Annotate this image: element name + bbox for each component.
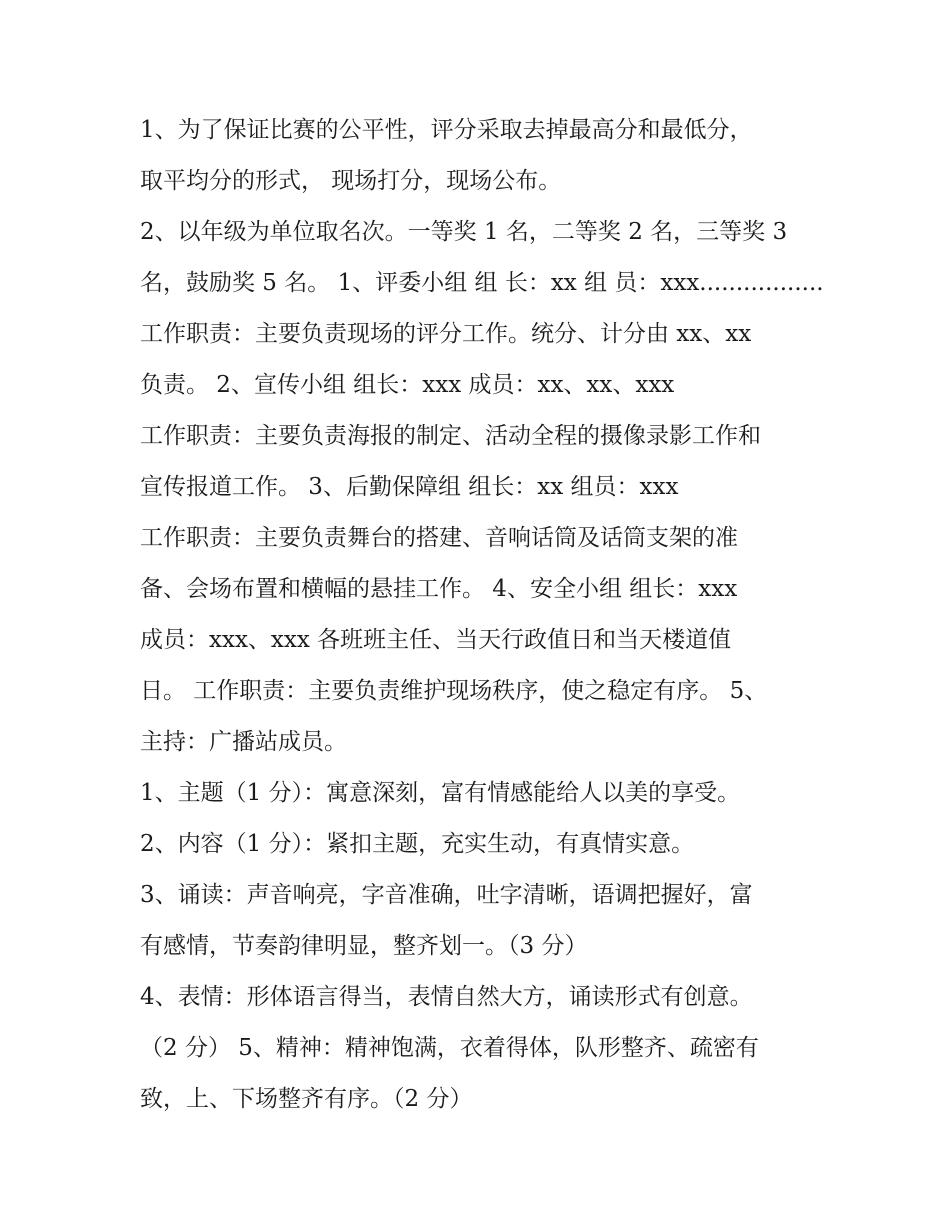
text-line-10: 备、会场布置和横幅的悬挂工作。 4、安全小组 组长：xxx	[140, 576, 738, 602]
text-line-14: 1、主题（1 分）：寓意深刻，富有情感能给人以美的享受。	[140, 780, 741, 806]
text-line-1: 1、为了保证比赛的公平性，评分采取去掉最高分和最低分，	[140, 117, 753, 143]
text-line-16: 3、诵读：声音响亮，字音准确，吐字清晰，语调把握好，富	[140, 882, 753, 908]
body-text	[140, 105, 840, 1125]
text-line-4: 名，鼓励奖 5 名。 1、评委小组 组 长：xx 组 员：xxx.................	[140, 270, 824, 296]
text-line-18: 4、表情：形体语言得当，表情自然大方，诵读形式有创意。	[140, 984, 753, 1010]
text-line-2: 取平均分的形式， 现场打分，现场公布。	[140, 168, 562, 194]
text-line-11: 成员：xxx、xxx 各班班主任、当天行政值日和当天楼道值	[140, 627, 732, 653]
text-line-17: 有感情，节奏韵律明显，整齐划一。（3 分）	[140, 933, 588, 959]
text-line-6: 负责。 2、宣传小组 组长：xxx 成员：xx、xx、xxx	[140, 372, 675, 398]
text-line-19: （2 分） 5、精神：精神饱满，衣着得体，队形整齐、疏密有	[140, 1035, 759, 1061]
text-line-12: 日。 工作职责：主要负责维护现场秩序，使之稳定有序。 5、	[140, 678, 768, 704]
text-line-13: 主持：广播站成员。	[140, 729, 347, 755]
text-line-3: 2、以年级为单位取名次。一等奖 1 名，二等奖 2 名，三等奖 3	[140, 219, 788, 245]
text-line-7: 工作职责：主要负责海报的制定、活动全程的摄像录影工作和	[140, 423, 761, 449]
text-line-20: 致，上、下场整齐有序。（2 分）	[140, 1086, 473, 1112]
text-line-8: 宣传报道工作。 3、后勤保障组 组长：xx 组员：xxx	[140, 474, 679, 500]
text-line-15: 2、内容（1 分）：紧扣主题，充实生动，有真情实意。	[140, 831, 695, 857]
text-line-5: 工作职责：主要负责现场的评分工作。统分、计分由 xx、xx	[140, 321, 752, 347]
text-line-9: 工作职责：主要负责舞台的搭建、音响话筒及话筒支架的准	[140, 525, 738, 551]
